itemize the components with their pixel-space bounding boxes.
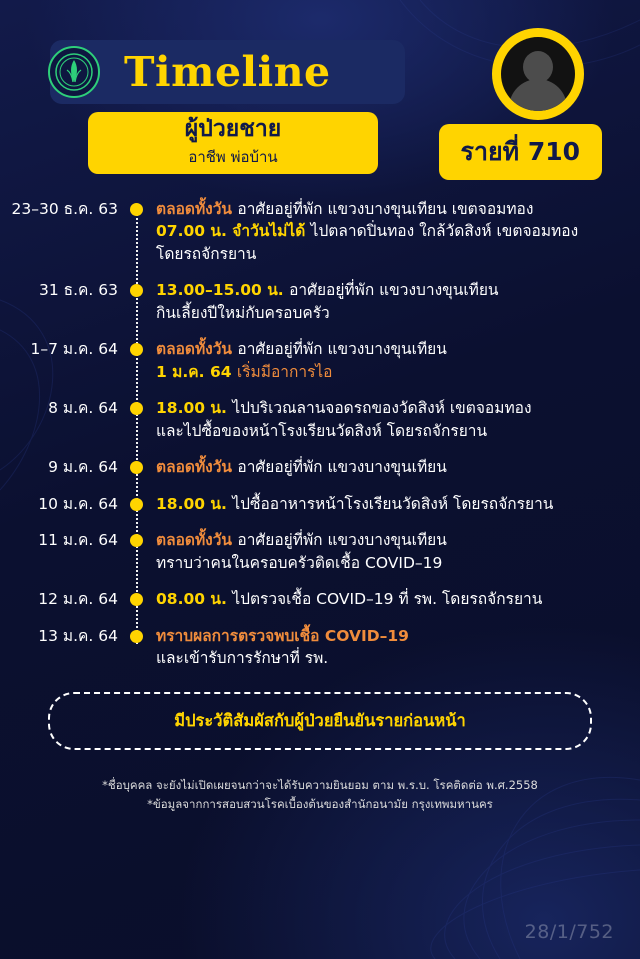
- timeline-text-segment: ทราบผลการตรวจพบเชื้อ COVID–19: [156, 626, 409, 645]
- timeline-entry-line: [156, 420, 626, 442]
- timeline-entry-content: [144, 279, 626, 324]
- timeline-entry-date: 12 ม.ค. 64: [38, 590, 118, 609]
- page-title: Timeline: [124, 48, 331, 96]
- government-seal-icon: [48, 46, 100, 98]
- timeline-dot-column: [130, 456, 144, 474]
- timeline-text-segment: โดยรถจักรยาน: [156, 244, 257, 263]
- timeline-entry: [0, 588, 626, 610]
- timeline-entry-line: [156, 338, 626, 360]
- timeline-text-segment: ไปตลาดปิ่นทอง ใกล้วัดสิงห์ เขตจอมทอง: [310, 222, 579, 241]
- timeline-entry-date: 8 ม.ค. 64: [48, 399, 118, 418]
- timeline-entry-date: 13 ม.ค. 64: [38, 626, 118, 645]
- timeline-text-segment: ไปตรวจเชื้อ COVID–19 ที่ รพ. โดยรถจักรยาน: [232, 590, 543, 609]
- timeline-entry-line: [156, 647, 626, 669]
- timeline-entry: [0, 529, 626, 574]
- timeline-text-segment: ตลอดทั้งวัน: [156, 531, 238, 550]
- timeline-text-segment: อาศัยอยู่ที่พัก แขวงบางขุนเทียน: [289, 281, 499, 300]
- timeline-entry: [0, 625, 626, 670]
- timeline-text-segment: 13.00–15.00 น.: [156, 281, 290, 300]
- patient-type: ผู้ป่วยชาย: [184, 116, 282, 143]
- timeline-entry-line: [156, 456, 626, 478]
- timeline-text-segment: อาศัยอยู่ที่พัก แขวงบางขุนเทียน: [237, 531, 447, 550]
- timeline-dot-column: [130, 493, 144, 511]
- timeline-dot-icon: [130, 343, 143, 356]
- patient-subtitle: [88, 112, 378, 174]
- timeline-dot-column: [130, 397, 144, 415]
- timeline-entry: [0, 456, 626, 478]
- timeline-text-segment: 08.00 น.: [156, 590, 233, 609]
- timeline-entry-content: [144, 529, 626, 574]
- timeline-entry-date: 11 ม.ค. 64: [38, 531, 118, 550]
- timeline-dot-icon: [130, 402, 143, 415]
- patient-occupation: อาชีพ พ่อบ้าน: [188, 147, 278, 166]
- timeline-text-segment: ตลอดทั้งวัน: [156, 340, 238, 359]
- timeline-dot-icon: [130, 284, 143, 297]
- timeline-dot-column: [130, 529, 144, 547]
- timeline-entry-date: 10 ม.ค. 64: [38, 494, 118, 513]
- timeline-text-segment: ทราบว่าคนในครอบครัวติดเชื้อ COVID–19: [156, 553, 443, 572]
- timeline-dot-column: [130, 198, 144, 216]
- timeline-dot-icon: [130, 593, 143, 606]
- timeline-dot-icon: [130, 498, 143, 511]
- disclaimer-line-2: *ข้อมูลจากการสอบสวนโรคเบื้องต้นของสำนักอนามัย กรุงเทพมหานคร: [147, 797, 493, 812]
- timeline-text-segment: และเข้ารับการรักษาที่ รพ.: [156, 649, 329, 668]
- timeline-text-segment: และไปซื้อของหน้าโรงเรียนวัดสิงห์ โดยรถจักรยาน: [156, 421, 488, 440]
- timeline-entry-line: [156, 361, 626, 383]
- timeline-text-segment: ไปซื้ออาหารหน้าโรงเรียนวัดสิงห์ โดยรถจักรยาน: [232, 494, 554, 513]
- timeline-dot-icon: [130, 461, 143, 474]
- timeline-entry: [0, 198, 626, 265]
- timeline-entry-line: [156, 529, 626, 551]
- timeline-dot-icon: [130, 534, 143, 547]
- timeline-entry-content: [144, 338, 626, 383]
- timeline-entry-line: [156, 588, 626, 610]
- timeline-text-segment: ตลอดทั้งวัน: [156, 458, 238, 477]
- timeline-text-segment: เริ่มมีอาการไอ: [236, 362, 333, 381]
- timeline-text-segment: อาศัยอยู่ที่พัก แขวงบางขุนเทียน: [237, 458, 447, 477]
- timeline-entry-line: [156, 302, 626, 324]
- case-number-badge: รายที่ 710: [439, 124, 602, 180]
- timeline-entry-line: [156, 220, 626, 242]
- timeline-entry-content: [144, 625, 626, 670]
- timeline-entry-line: [156, 552, 626, 574]
- timeline-list: [0, 198, 640, 670]
- timeline-text-segment: ไปบริเวณลานจอดรถของวัดสิงห์ เขตจอมทอง: [232, 399, 532, 418]
- timeline-entry-date: 23–30 ธ.ค. 63: [11, 200, 118, 218]
- timeline-entry-line: [156, 493, 626, 515]
- contact-history-note: มีประวัติสัมผัสกับผู้ป่วยยืนยันรายก่อนหน้า: [48, 692, 592, 750]
- timeline-entry-date: 31 ธ.ค. 63: [39, 281, 118, 300]
- timeline-entry: [0, 338, 626, 383]
- timeline-entry: [0, 397, 626, 442]
- timeline-entry-line: [156, 625, 626, 647]
- timeline-entry-date: 1–7 ม.ค. 64: [30, 340, 118, 359]
- timeline-entry-line: [156, 279, 626, 301]
- disclaimer-line-1: *ชื่อบุคคล จะยังไม่เปิดเผยจนกว่าจะได้รับความยินยอม ตาม พ.ร.บ. โรคติดต่อ พ.ศ.2558: [102, 777, 538, 792]
- timeline-entry: [0, 279, 626, 324]
- timeline-entry-content: [144, 493, 626, 515]
- timeline-entry-content: [144, 456, 626, 478]
- timeline-dot-column: [130, 588, 144, 606]
- disclaimer: [0, 776, 640, 815]
- title-bar: [50, 40, 405, 104]
- timeline-text-segment: อาศัยอยู่ที่พัก แขวงบางขุนเทียน เขตจอมทอง: [237, 200, 534, 218]
- timeline-text-segment: 1 ม.ค. 64: [156, 362, 237, 381]
- timeline-entry-content: [144, 588, 626, 610]
- timeline-dot-icon: [130, 630, 143, 643]
- timeline-dot-icon: [130, 203, 143, 216]
- timeline-entry: [0, 493, 626, 515]
- timeline-entry-content: [144, 198, 626, 265]
- header: [0, 0, 640, 190]
- timeline-entry-content: [144, 397, 626, 442]
- timeline-dot-column: [130, 279, 144, 297]
- timeline-entry-line: [156, 397, 626, 419]
- timeline-entry-date: 9 ม.ค. 64: [48, 458, 118, 477]
- timeline-entry-line: [156, 198, 626, 220]
- timeline-text-segment: อาศัยอยู่ที่พัก แขวงบางขุนเทียน: [237, 340, 447, 359]
- timeline-text-segment: ตลอดทั้งวัน: [156, 200, 238, 218]
- timeline-text-segment: 18.00 น.: [156, 494, 233, 513]
- timeline-dot-column: [130, 625, 144, 643]
- stamp-id: 28/1/752: [524, 921, 614, 943]
- person-silhouette-icon: [492, 28, 584, 120]
- timeline-text-segment: 18.00 น.: [156, 399, 233, 418]
- timeline-text-segment: 07.00 น. จำวันไม่ได้: [156, 222, 311, 241]
- timeline-entry-line: [156, 243, 626, 265]
- timeline-dot-column: [130, 338, 144, 356]
- timeline-text-segment: กินเลี้ยงปีใหม่กับครอบครัว: [156, 303, 330, 322]
